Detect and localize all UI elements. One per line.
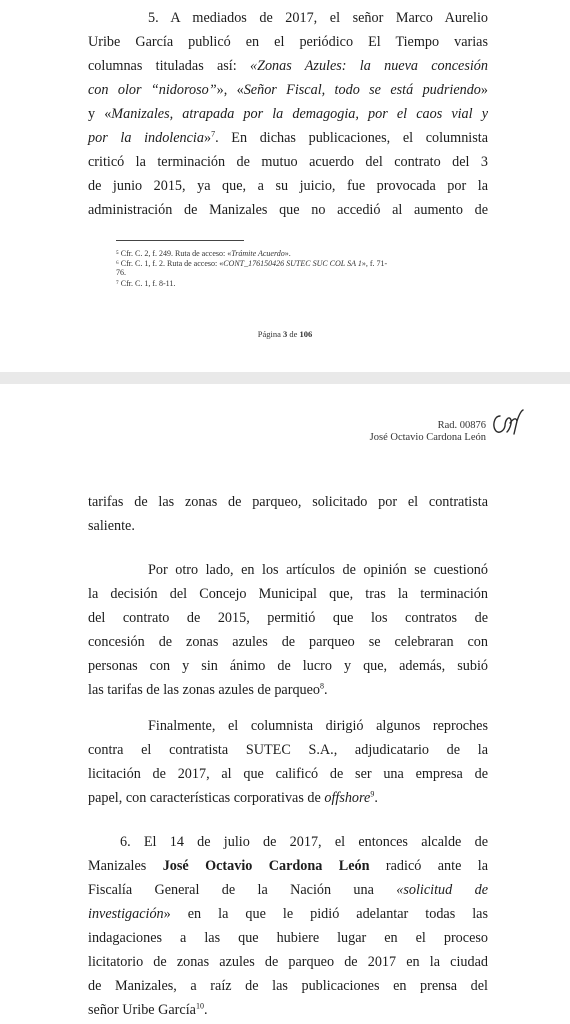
text-line: por la indolencia»$^7$. En dichas publicaciones, el columnista xyxy=(88,129,488,146)
page-separator xyxy=(0,372,570,384)
document-page-4 xyxy=(0,384,570,1024)
paragraph-6 xyxy=(88,830,488,1022)
footnote-ref: 10 xyxy=(195,1001,204,1011)
text-line: papel, con características corporativas de offshore$^9$. xyxy=(88,789,378,806)
text-line: tarifas de las zonas de parqueo, solicitado por el contratista xyxy=(88,494,488,510)
text-line: 5. A mediados de 2017, el señor Marco Aurelio xyxy=(148,10,488,26)
text-line: Por otro lado, en los artículos de opinión se cuestionó xyxy=(148,562,488,578)
text-line: investigación» en la que le pidió adelantar todas las xyxy=(88,906,488,922)
paragraph-5 xyxy=(88,6,488,222)
text-line: de junio 2015, ya que, a su juicio, fue provocada por la xyxy=(88,178,488,194)
text-line: Fiscalía General de la Nación una «solicitud de xyxy=(88,882,488,898)
footnote-5: ⁵ Cfr. C. 2, f. 249. Ruta de acceso: «Trámite Acuerdo». xyxy=(116,249,291,258)
text-line: licitación de 2017, al que calificó de ser una empresa de xyxy=(88,766,488,782)
text-line: del contrato de 2015, permitió que los contratos de xyxy=(88,610,488,626)
text-line: Manizales José Octavio Cardona León radicó ante la xyxy=(88,858,488,874)
handwritten-initials-icon xyxy=(490,406,526,438)
text-line: con olor “nidoroso”», «Señor Fiscal, todo se está pudriendo» xyxy=(88,82,488,98)
text-line: de Manizales, a raíz de las publicaciones en prensa del xyxy=(88,978,488,994)
text-line: administración de Manizales que no accedió al aumento de xyxy=(88,202,488,218)
document-page-3 xyxy=(0,0,570,372)
text-line: y «Manizales, atrapada por la demagogia, por el caos vial y xyxy=(88,106,488,122)
footnote-7: ⁷ Cfr. C. 1, f. 8-11. xyxy=(116,279,176,288)
footnote-6-continued: 76. xyxy=(116,268,126,277)
text-line: contra el contratista SUTEC S.A., adjudicatario de la xyxy=(88,742,488,758)
page-number: Página 3 de 106 xyxy=(257,329,313,339)
text-line: saliente. xyxy=(88,518,135,534)
text-line: la decisión del Concejo Municipal que, tras la terminación xyxy=(88,586,488,602)
text-line: criticó la terminación de mutuo acuerdo del contrato del 3 xyxy=(88,154,488,170)
footnote-divider xyxy=(116,240,244,241)
footnote-6: ⁶ Cfr. C. 1, f. 2. Ruta de acceso: «CONT_176150426 SUTEC SUC COL SA 1», f. 71- xyxy=(116,259,388,268)
header-name: José Octavio Cardona León xyxy=(369,432,486,443)
text-line: licitatorio de zonas azules de parqueo de 2017 en la ciudad xyxy=(88,954,488,970)
text-line: Uribe García publicó en el periódico El Tiempo varias xyxy=(88,34,488,50)
continuation-paragraph xyxy=(88,490,488,538)
header-radicado: Rad. 00876 xyxy=(437,420,486,431)
text-line: columnas tituladas así: «Zonas Azules: la nueva concesión xyxy=(88,58,488,74)
footnote-ref: 9 xyxy=(370,789,375,799)
text-line: 6. El 14 de julio de 2017, el entonces alcalde de xyxy=(120,834,488,850)
text-line: las tarifas de las zonas azules de parqueo$^8$. xyxy=(88,681,328,698)
text-line: personas con y sin ánimo de lucro y que, además, subió xyxy=(88,658,488,674)
text-line: concesión de zonas azules de parqueo se celebraran con xyxy=(88,634,488,650)
opinion-paragraph xyxy=(88,558,488,702)
text-line: Finalmente, el columnista dirigió algunos reproches xyxy=(148,718,488,734)
text-line: señor Uribe García$^{10}$. xyxy=(88,1001,208,1018)
finally-paragraph xyxy=(88,714,488,810)
footnote-ref: 8 xyxy=(320,681,325,691)
text-line: indagaciones a las que hubiere lugar en el proceso xyxy=(88,930,488,946)
footnote-ref: 7 xyxy=(211,129,216,139)
